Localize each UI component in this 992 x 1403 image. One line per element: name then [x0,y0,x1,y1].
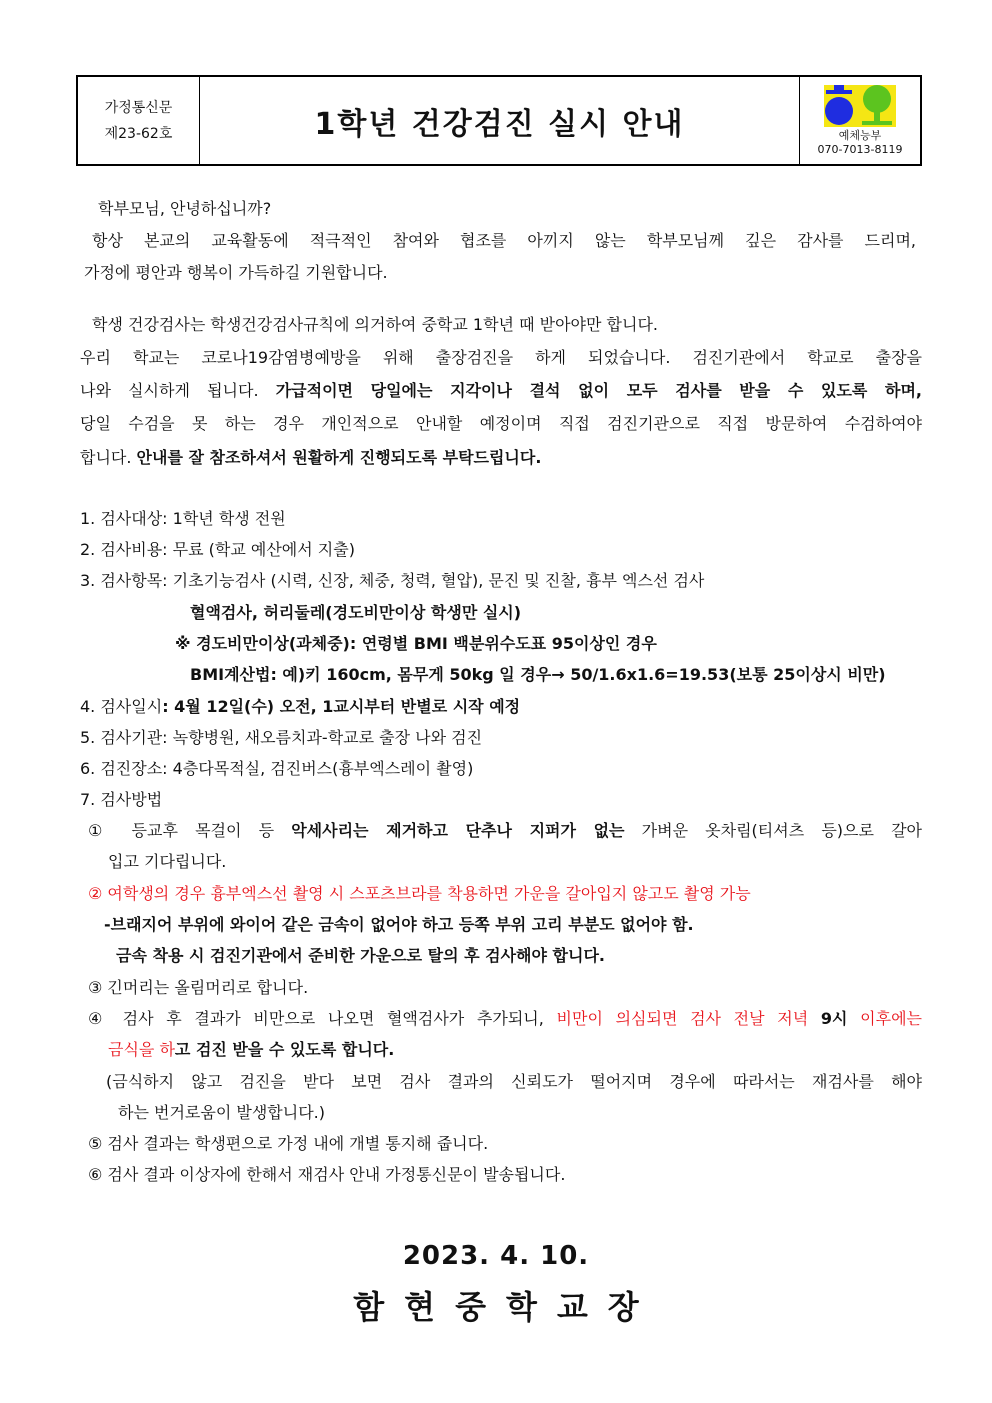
method-2-note-2: 금속 착용 시 검진기관에서 준비한 가운으로 탈의 후 검사해야 합니다. [116,946,605,965]
doc-type: 가정통신문 [104,99,173,116]
item-location: 6. 검진장소: 4층다목적실, 검진버스(흉부엑스레이 촬영) [80,759,474,778]
item-date-value: : 4월 12일(수) 오전, 1교시부터 반별로 시작 예정 [162,697,521,716]
intro-line-3-text: 나와 실시하게 됩니다. [80,381,276,400]
intro-line-3-emphasis: 가급적이면 당일에는 지각이나 결석 없이 모두 검사를 받을 수 있도록 하며, [275,381,922,400]
method-4-after: 이후에는 [847,1009,922,1028]
method-5: ⑤ 검사 결과는 학생편으로 가정 내에 개별 통지해 줍니다. [88,1134,489,1153]
issue-date: 2023. 4. 10. [402,1241,590,1271]
item-bmi-formula: BMI계산법: 예)키 160cm, 몸무게 50kg 일 경우→ 50/1.6x1.6=19.53(보통 25이상시 비만) [190,665,886,684]
method-1-cont: 입고 기다립니다. [108,852,227,871]
greeting-line-1: 학부모님, 안녕하십니까? [98,199,272,218]
item-target: 1. 검사대상: 1학년 학생 전원 [80,509,286,528]
item-date-label: 4. 검사일시 [80,697,163,716]
intro-line-4: 당일 수검을 못 하는 경우 개인적으로 안내할 예정이며 직접 검진기관으로 직접 방문하여 수검하여야 [80,414,922,433]
phone-number: 070-7013-8119 [817,143,903,156]
header-box [76,75,922,166]
intro-line-5-emphasis: 안내를 잘 참조하셔서 원활하게 진행되도록 부탁드립니다. [136,448,542,467]
intro-line-5-text: 합니다. [80,448,137,467]
item-tests: 3. 검사항목: 기초기능검사 (시력, 신장, 체중, 청력, 혈압), 문진 및 진찰, 흉부 엑스선 검사 [80,571,705,590]
method-4-warning: 비만이 의심되면 검사 전날 저녁 [556,1009,821,1028]
method-6: ⑥ 검사 결과 이상자에 한해서 재검사 안내 가정통신문이 발송됩니다. [88,1165,566,1184]
item-cost: 2. 검사비용: 무료 (학교 예산에서 지출) [80,540,355,559]
doc-info [78,77,200,164]
greeting-line-3: 가정에 평안과 행복이 가득하길 기원합니다. [84,263,388,282]
principal-signature: 함현중학교장 [353,1288,659,1326]
method-4-reason-2: 하는 번거로움이 발생합니다.) [118,1103,325,1122]
method-1 [88,821,922,841]
method-4-cont-text: 고 검진 받을 수 있도록 합니다. [174,1040,395,1059]
method-4-fasting: 금식을 하 [108,1040,175,1059]
method-2-note-1: -브래지어 부위에 와이어 같은 금속이 없어야 하고 등쪽 부위 고리 부분도 없어야 함. [104,915,694,934]
item-tests-note: ※ 경도비만이상(과체중): 연령별 BMI 백분위수도표 95이상인 경우 [175,634,657,653]
method-3: ③ 긴머리는 올림머리로 합니다. [88,978,309,997]
item-institution: 5. 검사기관: 녹향병원, 새오름치과-학교로 출장 나와 검진 [80,728,483,747]
intro-line-1: 학생 건강검사는 학생건강검사규칙에 의거하여 중학교 1학년 때 받아야만 합니다. [92,315,659,334]
method-4-text: ④ 검사 후 결과가 비만으로 나오면 혈액검사가 추가되니, [88,1009,557,1028]
item-date [80,697,922,717]
department-label: 예체능부 [838,129,882,142]
method-4-cont [108,1040,922,1060]
intro-line-2: 우리 학교는 코로나19감염병예방을 위해 출장검진을 하게 되었습니다. 검진기관에서 학교로 출장을 [80,348,922,367]
item-method: 7. 검사방법 [80,790,163,809]
page-title: 1학년 건강검진 실시 안내 [314,106,685,142]
method-1-emphasis: 악세사리는 제거하고 단추나 지퍼가 없는 [291,821,625,840]
method-4 [88,1009,922,1029]
item-tests-extra: 혈액검사, 허리둘레(경도비만이상 학생만 실시) [190,603,522,622]
method-1-tail: 가벼운 옷차림(티셔츠 등)으로 갈아 [624,821,922,840]
school-logo-cell [799,77,920,164]
method-2: ② 여학생의 경우 흉부엑스선 촬영 시 스포츠브라를 착용하면 가운을 갈아입지 않고도 촬영 가능 [88,884,751,903]
greeting-line-2: 항상 본교의 교육활동에 적극적인 참여와 협조를 아끼지 않는 학부모님께 깊은 감사를 드리며, [92,231,916,250]
method-4-time: 9시 [820,1009,848,1028]
intro-line-3 [80,381,922,401]
doc-number: 제23-62호 [104,125,173,142]
intro-line-5 [80,448,922,468]
method-4-reason-1: (금식하지 않고 검진을 받다 보면 검사 결과의 신뢰도가 떨어지며 경우에 따라서는 재검사를 해야 [106,1072,922,1091]
method-1-text: ① 등교후 목걸이 등 [88,821,292,840]
school-logo-icon [822,83,898,129]
